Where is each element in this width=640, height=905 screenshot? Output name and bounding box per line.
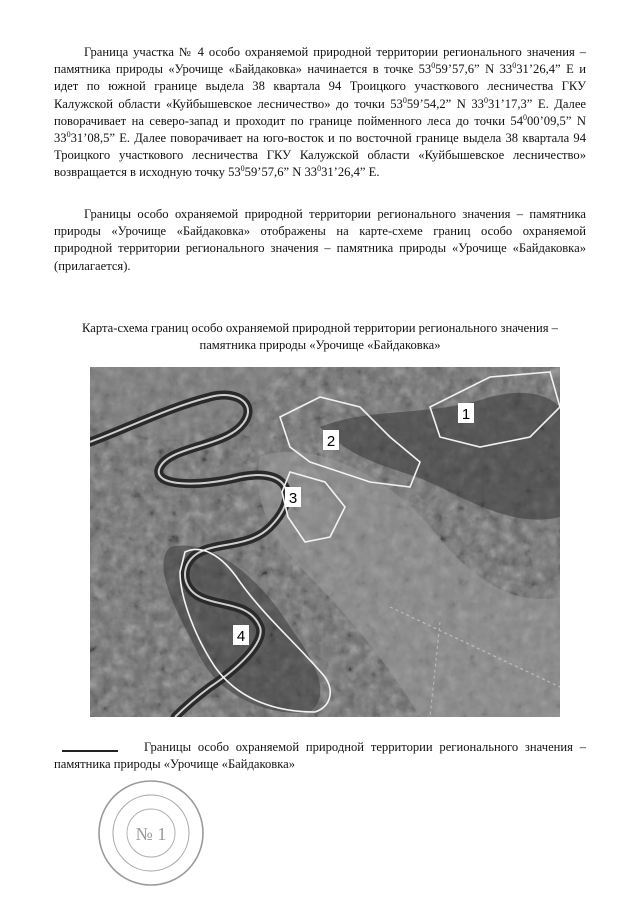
area-label-4: [233, 625, 249, 645]
area-label-1: [458, 403, 474, 423]
satellite-map: [90, 367, 560, 717]
map-reference-paragraph: Границы особо охраняемой природной территории регионального значения – памятника природы «Урочище «Байдаковка» отображены на карте-схеме границ особо охраняемой природной территории регионального значения – памятника природы «Урочище «Байдаковка» (прилагается).: [54, 207, 586, 273]
degree-mark: 0: [402, 95, 407, 105]
map-caption-line2: памятника природы «Урочище «Байдаковка»: [199, 338, 441, 353]
degree-mark: 0: [240, 164, 245, 174]
area-label-text: 3: [288, 490, 298, 507]
area-label-3: [285, 487, 301, 507]
area-label-text: 1: [461, 406, 471, 423]
text-run: 31’17,3” E. Далее поворачивает на северо-запад и проходит по границе пойменного леса до точки 54: [54, 96, 586, 128]
map-caption-line1: Карта-схема границ особо охраняемой природной территории регионального значения –: [82, 321, 558, 335]
official-stamp: [96, 778, 206, 888]
text-run: 31’26,4” E.: [321, 165, 380, 180]
area-label-text: 4: [236, 628, 246, 645]
text-run: 59’54,2” N 33: [406, 96, 484, 111]
degree-mark: 0: [317, 164, 322, 174]
stamp-number: № 1: [135, 824, 167, 844]
area-label-text: 2: [326, 433, 336, 450]
text-run: 31’26,4” E и идет по южной границе выдела 38 квартала 94 Троицкого участкового лесничества ГКУ Калужской области «Куйбышевское лесничество» до точки 53: [54, 62, 586, 111]
degree-mark: 0: [483, 95, 488, 105]
boundary-description-paragraph: [54, 44, 586, 182]
degree-mark: 0: [523, 112, 527, 122]
degree-mark: 0: [66, 129, 71, 139]
degree-mark: 0: [512, 61, 517, 71]
text-run: 59’57,6” N 33: [435, 62, 513, 77]
degree-mark: 0: [431, 61, 436, 71]
text-run: Граница участка № 4 особо охраняемой природной территории регионального значения – памятника природы «Урочище «Байдаковка» начинается в точке 53: [54, 45, 586, 77]
text-run: 31’08,5” E. Далее поворачивает на юго-восток и по восточной границе выдела 38 квартала 94 Троицкого участкового лесничества ГКУ Калужской области «Куйбышевское лесничество» возвращается в исходную точку 53: [54, 131, 586, 180]
area-label-2: [323, 430, 339, 450]
text-run: 00’09,5” N 33: [54, 113, 586, 146]
text-run: 59’57,6” N 33: [244, 165, 318, 180]
map-caption: [40, 320, 600, 355]
map-image: [90, 367, 560, 717]
legend-text: Границы особо охраняемой природной территории регионального значения – памятника природы «Урочище «Байдаковка»: [54, 740, 586, 772]
